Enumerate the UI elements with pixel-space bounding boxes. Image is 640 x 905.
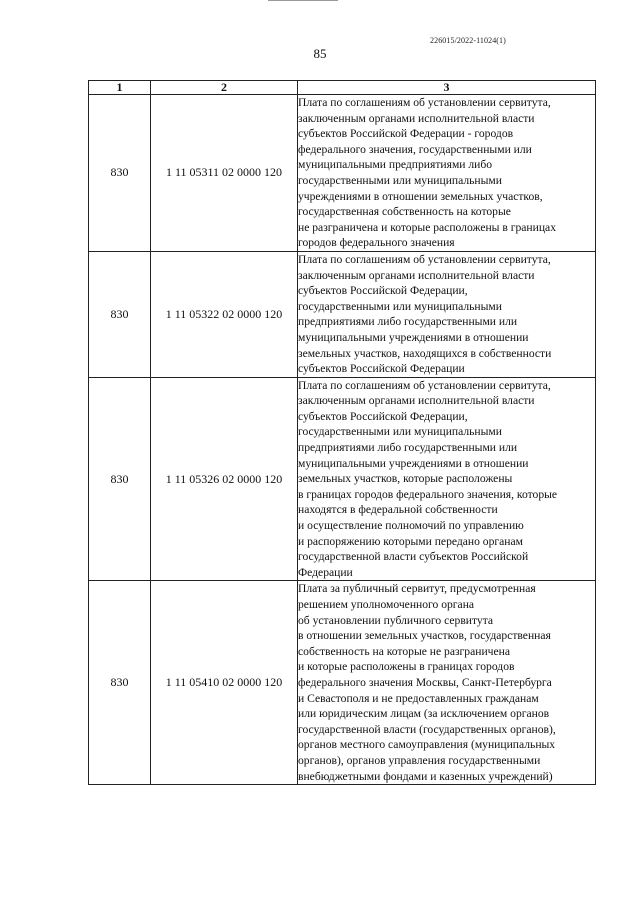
description-line: и распоряжению которыми передано органам <box>298 534 523 548</box>
description-line: Плата по соглашениям об установлении сервитута, <box>298 252 551 266</box>
description-line: государственной власти (государственных органов), <box>298 722 556 736</box>
table-row <box>89 251 596 377</box>
description-line: Плата по соглашениям об установлении сервитута, <box>298 378 551 392</box>
table-header-row <box>89 81 596 95</box>
column-header-2: 2 <box>151 81 298 95</box>
budget-code-cell: 1 11 05326 02 0000 120 <box>151 377 298 581</box>
admin-code-cell: 830 <box>89 95 151 252</box>
description-line: органов), органов управления государственными <box>298 753 541 767</box>
description-line: государственными или муниципальными <box>298 425 502 439</box>
description-line: и Севастополя и не предоставленных гражданам <box>298 691 539 705</box>
description-line: предприятиями либо государственными или <box>298 315 518 329</box>
admin-code-cell: 830 <box>89 581 151 785</box>
classification-table <box>88 80 596 785</box>
description-line: государственная собственность на которые <box>298 205 511 219</box>
description-line: заключенным органами исполнительной власти <box>298 111 535 125</box>
description-cell <box>298 377 596 581</box>
description-line: федерального значения, государственными или <box>298 142 532 156</box>
description-line: заключенным органами исполнительной власти <box>298 394 535 408</box>
description-line: муниципальными учреждениями в отношении <box>298 330 529 344</box>
description-line: Плата за публичный сервитут, предусмотренная <box>298 582 536 596</box>
description-line: субъектов Российской Федерации, <box>298 284 468 298</box>
description-line: государственными или муниципальными <box>298 299 502 313</box>
description-line: городов федерального значения <box>298 236 455 250</box>
admin-code-cell: 830 <box>89 251 151 377</box>
description-line: земельных участков, которые расположены <box>298 472 513 486</box>
column-header-1: 1 <box>89 81 151 95</box>
budget-code-cell: 1 11 05410 02 0000 120 <box>151 581 298 785</box>
description-line: муниципальными учреждениями в отношении <box>298 456 529 470</box>
description-line: внебюджетными фондами и казенных учреждений) <box>298 769 553 783</box>
table-body <box>89 95 596 785</box>
top-edge-line <box>268 0 338 1</box>
description-line: предприятиями либо государственными или <box>298 441 518 455</box>
description-line: учреждениями в отношении земельных участков, <box>298 189 543 203</box>
table-row <box>89 581 596 785</box>
description-line: Плата по соглашениям об установлении сервитута, <box>298 96 551 109</box>
description-cell <box>298 581 596 785</box>
description-line: и которые расположены в границах городов <box>298 660 515 674</box>
budget-code-cell: 1 11 05322 02 0000 120 <box>151 251 298 377</box>
admin-code-cell: 830 <box>89 377 151 581</box>
description-line: органов местного самоуправления (муниципальных <box>298 738 556 752</box>
description-line: заключенным органами исполнительной власти <box>298 268 535 282</box>
description-line: государственной власти субъектов Российской <box>298 550 529 564</box>
description-line: федерального значения Москвы, Санкт-Петербурга <box>298 675 552 689</box>
description-line: в отношении земельных участков, государственная <box>298 629 551 643</box>
document-id: 226015/2022-11024(1) <box>430 36 506 45</box>
page-number: 85 <box>313 46 327 61</box>
description-cell <box>298 251 596 377</box>
description-line: не разграничена и которые расположены в границах <box>298 220 556 234</box>
description-line: государственными или муниципальными <box>298 173 502 187</box>
description-line: в границах городов федерального значения, которые <box>298 487 558 501</box>
table-row <box>89 95 596 252</box>
table-row <box>89 377 596 581</box>
description-line: муниципальными предприятиями либо <box>298 158 493 172</box>
description-line: Федерации <box>298 565 353 579</box>
description-line: и осуществление полномочий по управлению <box>298 519 524 533</box>
description-line: решением уполномоченного органа <box>298 598 475 611</box>
description-line: об установлении публичного сервитута <box>298 613 494 627</box>
description-line: субъектов Российской Федерации <box>298 362 465 376</box>
description-line: собственность на которые не разграничена <box>298 644 510 658</box>
description-line: субъектов Российской Федерации - городов <box>298 127 514 141</box>
description-cell <box>298 95 596 252</box>
description-line: субъектов Российской Федерации, <box>298 409 468 423</box>
description-line: земельных участков, находящихся в собственности <box>298 346 552 360</box>
budget-code-cell: 1 11 05311 02 0000 120 <box>151 95 298 252</box>
description-line: находятся в федеральной собственности <box>298 503 498 517</box>
description-line: или юридическим лицам (за исключением органов <box>298 707 550 721</box>
column-header-3: 3 <box>298 81 596 95</box>
